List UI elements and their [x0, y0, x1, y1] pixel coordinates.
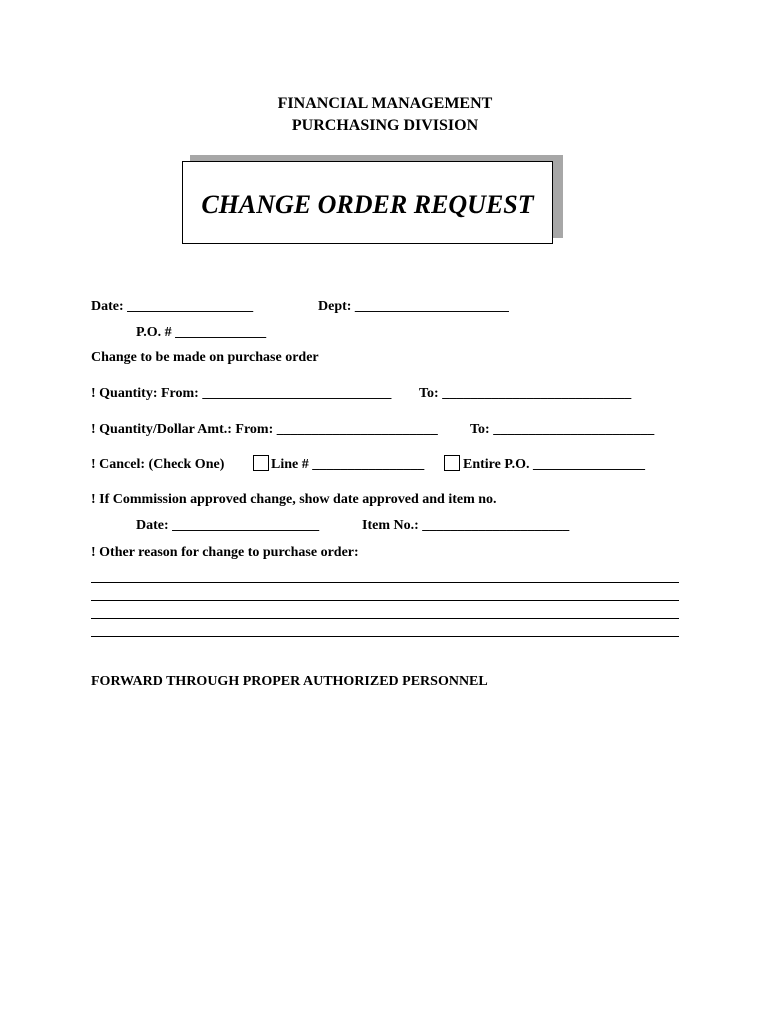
commission-heading: ! If Commission approved change, show date approved and item no. [91, 492, 497, 507]
other-reason-line-2[interactable] [91, 600, 679, 601]
cancel-line-checkbox[interactable] [253, 455, 269, 471]
cancel-line-field[interactable]: Line # ________________ [271, 457, 425, 472]
other-reason-line-3[interactable] [91, 618, 679, 619]
date-field[interactable]: Date: __________________ [91, 299, 254, 314]
po-number-field[interactable]: P.O. # _____________ [136, 325, 267, 340]
dept-field[interactable]: Dept: ______________________ [318, 299, 509, 314]
cancel-entire-po-field[interactable]: Entire P.O. ________________ [463, 457, 646, 472]
other-reason-heading: ! Other reason for change to purchase order: [91, 545, 359, 560]
header-line-1: FINANCIAL MANAGEMENT [277, 95, 493, 112]
title-box [182, 161, 553, 244]
change-heading: Change to be made on purchase order [91, 350, 319, 365]
commission-date-field[interactable]: Date: _____________________ [136, 518, 320, 533]
header-line-2: PURCHASING DIVISION [291, 117, 479, 134]
qty-dollar-to-field[interactable]: To: _______________________ [470, 422, 655, 437]
cancel-label: ! Cancel: (Check One) [91, 457, 225, 472]
commission-item-field[interactable]: Item No.: _____________________ [362, 518, 570, 533]
quantity-from-field[interactable]: ! Quantity: From: ___________________________ [91, 386, 392, 401]
other-reason-line-4[interactable] [91, 636, 679, 637]
footer-instruction: FORWARD THROUGH PROPER AUTHORIZED PERSONNEL [91, 674, 488, 689]
cancel-entire-po-checkbox[interactable] [444, 455, 460, 471]
qty-dollar-from-field[interactable]: ! Quantity/Dollar Amt.: From: _______________________ [91, 422, 438, 437]
form-title: CHANGE ORDER REQUEST [201, 190, 534, 219]
other-reason-line-1[interactable] [91, 582, 679, 583]
quantity-to-field[interactable]: To: ___________________________ [419, 386, 632, 401]
